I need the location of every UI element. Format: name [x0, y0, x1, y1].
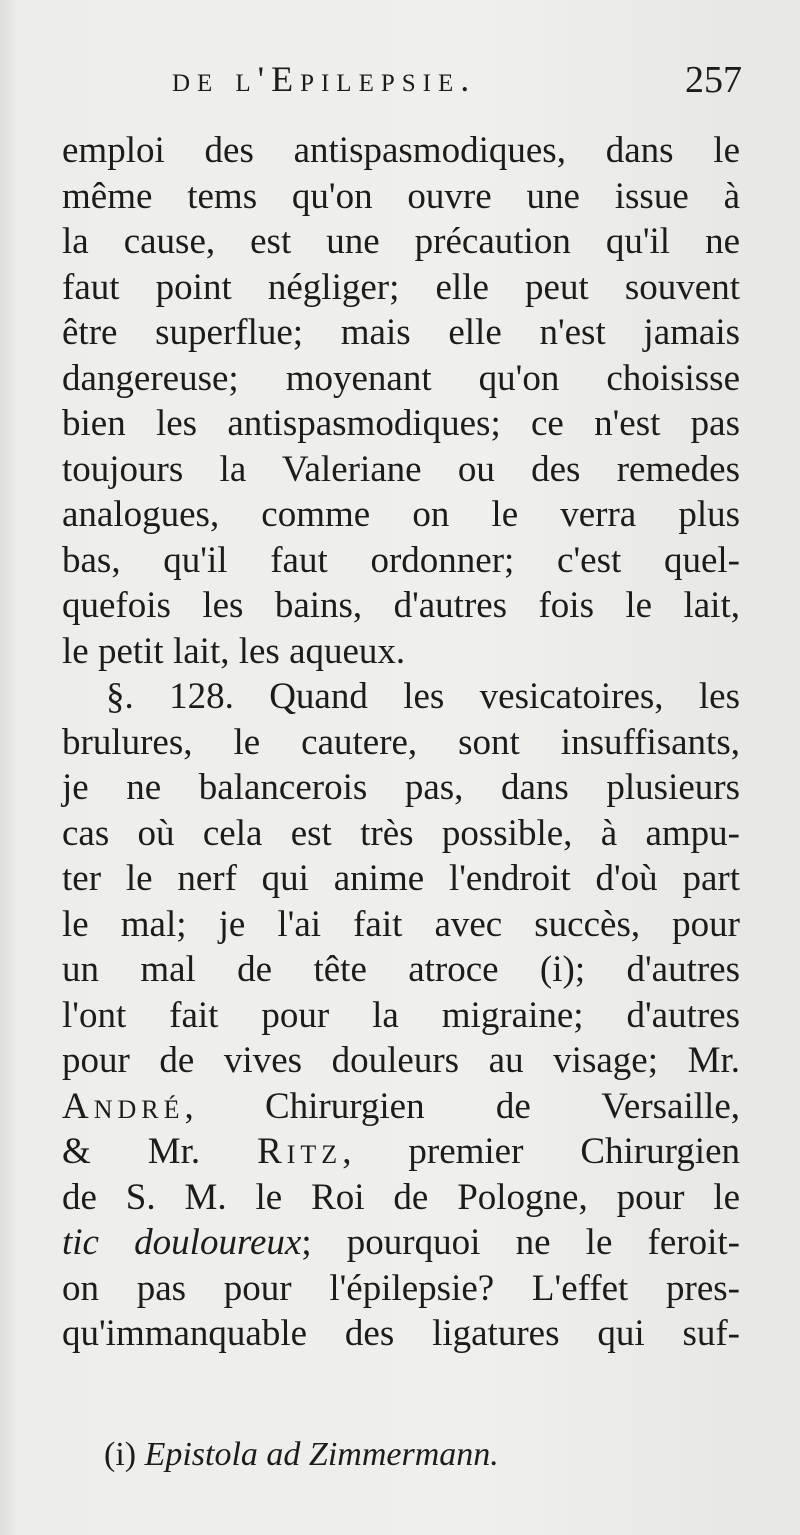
text-line: ter le nerf qui anime l'endroit d'où part — [62, 858, 740, 899]
name-ritz: Ritz — [257, 1131, 343, 1172]
text-line: on pas pour l'épilepsie? L'effet pres- — [62, 1267, 740, 1309]
italic-term: tic douloureux — [62, 1222, 302, 1263]
text-line: de S. M. le Roi de Pologne, pour le — [62, 1176, 740, 1218]
footnote-marker: (i) — [104, 1436, 137, 1473]
running-title: de l'Epilepsie. — [172, 59, 477, 99]
text-line: un mal de tête atroce (i); d'autres — [62, 949, 740, 990]
line-rest: , Chirurgien de Versaille, — [184, 1085, 740, 1127]
line-rest: , premier Chirurgien — [342, 1131, 740, 1172]
text-line: quefois les bains, d'autres fois le lait, — [62, 585, 740, 626]
footnote — [104, 1436, 499, 1474]
text-line: le mal; je l'ai fait avec succès, pour — [62, 903, 740, 945]
name-andre: André — [62, 1085, 185, 1127]
text-line: brulures, le cautere, sont insuffisants, — [62, 721, 740, 763]
text-line: qu'immanquable des ligatures qui suf- — [62, 1313, 740, 1354]
page-header — [172, 58, 742, 108]
text-line: pour de vives douleurs au visage; Mr. — [62, 1040, 740, 1081]
text-line: cas où cela est très possible, à ampu- — [62, 812, 740, 854]
text-line: dangereuse; moyenant qu'on choisisse — [62, 357, 740, 399]
text-line — [62, 1129, 740, 1175]
text-line: bien les antispasmodiques; ce n'est pas — [62, 403, 740, 444]
text-line: analogues, comme on le verra plus — [62, 494, 740, 535]
text-line: même tems qu'on ouvre une issue à — [62, 175, 740, 217]
text-line: être superflue; mais elle n'est jamais — [62, 312, 740, 353]
page-number: 257 — [685, 59, 742, 101]
line-rest: ; pourquoi ne le feroit- — [301, 1222, 741, 1263]
text-line — [62, 1084, 740, 1130]
section-128-start: §. 128. Quand les vesicatoires, les — [106, 676, 740, 717]
text-line: la cause, est une précaution qu'il ne — [62, 221, 740, 262]
text-line: faut point négliger; elle peut souvent — [62, 266, 740, 308]
text-line: emploi des antispasmodiques, dans le — [62, 130, 740, 171]
text-line: bas, qu'il faut ordonner; c'est quel- — [62, 539, 740, 581]
text-line: toujours la Valeriane ou des remedes — [62, 448, 740, 490]
paragraph-end-line: le petit lait, les aqueux. — [62, 630, 406, 672]
text-line — [62, 1220, 740, 1266]
line-pre: & Mr. — [62, 1131, 258, 1172]
text-line: l'ont fait pour la migraine; d'autres — [62, 994, 740, 1036]
footnote-text: Epistola ad Zimmermann. — [144, 1436, 499, 1473]
body-text — [62, 128, 740, 1357]
text-line: je ne balancerois pas, dans plusieurs — [62, 767, 740, 808]
